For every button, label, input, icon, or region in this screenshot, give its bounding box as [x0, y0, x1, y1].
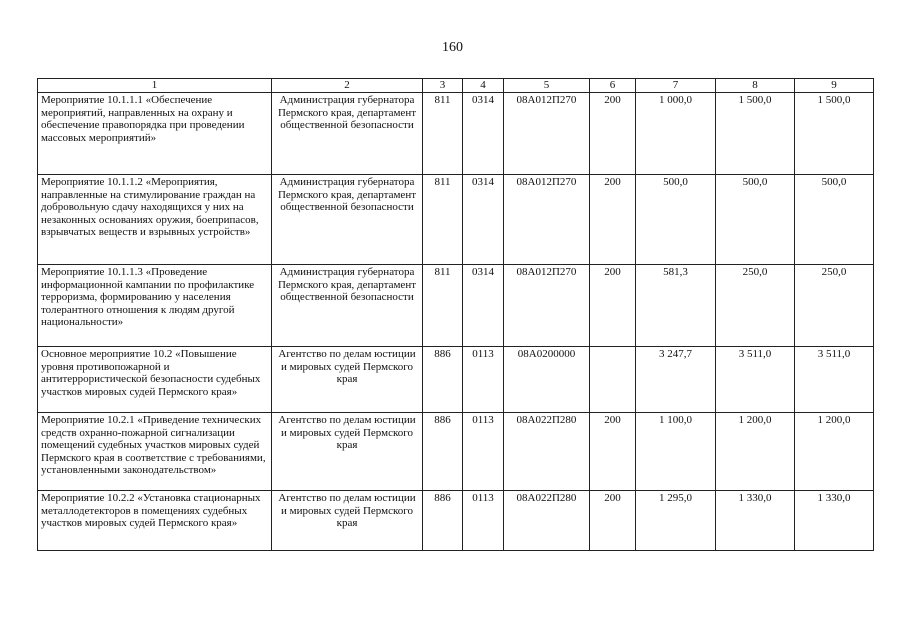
section-code-cell: 0113 — [463, 413, 504, 491]
header-row — [38, 79, 874, 93]
section-code-cell: 0314 — [463, 265, 504, 347]
amount-year3-cell: 500,0 — [795, 175, 874, 265]
activity-name-cell: Мероприятие 10.2.1 «Приведение технических средств охранно-пожарной сигнализации помещений судебных участков мировых судей Пермского края в соответствие с требованиями, установленными законодательством» — [38, 413, 272, 491]
amount-year1-cell: 1 100,0 — [636, 413, 716, 491]
ministry-code-cell: 811 — [423, 93, 463, 175]
table-row — [38, 93, 874, 175]
amount-year3-cell: 3 511,0 — [795, 347, 874, 413]
ministry-code-cell: 811 — [423, 265, 463, 347]
executor-cell: Администрация губернатора Пермского края, департамент общественной безопасности — [272, 175, 423, 265]
table-row — [38, 491, 874, 551]
activity-name-cell: Мероприятие 10.1.1.2 «Мероприятия, направленные на стимулирование граждан на добровольную сдачу находящихся у них на незаконных основаниях оружия, боеприпасов, взрывчатых веществ и взрывных устройств» — [38, 175, 272, 265]
target-article-cell: 08А012П270 — [504, 175, 590, 265]
page-number: 160 — [442, 40, 463, 55]
amount-year3-cell: 1 500,0 — [795, 93, 874, 175]
amount-year3-cell: 250,0 — [795, 265, 874, 347]
target-article-cell: 08А012П270 — [504, 265, 590, 347]
amount-year2-cell: 1 330,0 — [716, 491, 795, 551]
target-article-cell: 08А012П270 — [504, 93, 590, 175]
column-header-1: 1 — [38, 79, 272, 93]
executor-cell: Агентство по делам юстиции и мировых судей Пермского края — [272, 413, 423, 491]
activity-name-cell: Мероприятие 10.1.1.1 «Обеспечение мероприятий, направленных на охрану и обеспечение правопорядка при проведении массовых мероприятий» — [38, 93, 272, 175]
table-row — [38, 265, 874, 347]
expense-type-cell — [590, 347, 636, 413]
amount-year1-cell: 581,3 — [636, 265, 716, 347]
target-article-cell: 08А022П280 — [504, 413, 590, 491]
column-header-2: 2 — [272, 79, 423, 93]
section-code-cell: 0314 — [463, 93, 504, 175]
ministry-code-cell: 886 — [423, 491, 463, 551]
section-code-cell: 0314 — [463, 175, 504, 265]
amount-year3-cell: 1 330,0 — [795, 491, 874, 551]
executor-cell: Администрация губернатора Пермского края, департамент общественной безопасности — [272, 93, 423, 175]
section-code-cell: 0113 — [463, 347, 504, 413]
column-header-7: 7 — [636, 79, 716, 93]
column-header-4: 4 — [463, 79, 504, 93]
amount-year1-cell: 3 247,7 — [636, 347, 716, 413]
ministry-code-cell: 886 — [423, 413, 463, 491]
amount-year2-cell: 1 500,0 — [716, 93, 795, 175]
target-article-cell: 08А0200000 — [504, 347, 590, 413]
table-row — [38, 413, 874, 491]
ministry-code-cell: 886 — [423, 347, 463, 413]
column-header-3: 3 — [423, 79, 463, 93]
column-header-6: 6 — [590, 79, 636, 93]
column-header-5: 5 — [504, 79, 590, 93]
amount-year3-cell: 1 200,0 — [795, 413, 874, 491]
executor-cell: Администрация губернатора Пермского края, департамент общественной безопасности — [272, 265, 423, 347]
expense-type-cell: 200 — [590, 175, 636, 265]
column-header-8: 8 — [716, 79, 795, 93]
amount-year2-cell: 500,0 — [716, 175, 795, 265]
activity-name-cell: Мероприятие 10.2.2 «Установка стационарных металлодетекторов в помещениях судебных участков мировых судей Пермского края» — [38, 491, 272, 551]
amount-year1-cell: 1 295,0 — [636, 491, 716, 551]
expense-type-cell: 200 — [590, 93, 636, 175]
activity-name-cell: Основное мероприятие 10.2 «Повышение уровня противопожарной и антитеррористической безопасности судебных участков мировых судей Пермского края» — [38, 347, 272, 413]
expense-type-cell: 200 — [590, 413, 636, 491]
amount-year1-cell: 500,0 — [636, 175, 716, 265]
expense-type-cell: 200 — [590, 491, 636, 551]
amount-year1-cell: 1 000,0 — [636, 93, 716, 175]
budget-table — [37, 78, 874, 551]
table-row — [38, 347, 874, 413]
amount-year2-cell: 250,0 — [716, 265, 795, 347]
executor-cell: Агентство по делам юстиции и мировых судей Пермского края — [272, 347, 423, 413]
amount-year2-cell: 1 200,0 — [716, 413, 795, 491]
amount-year2-cell: 3 511,0 — [716, 347, 795, 413]
table-row — [38, 175, 874, 265]
target-article-cell: 08А022П280 — [504, 491, 590, 551]
executor-cell: Агентство по делам юстиции и мировых судей Пермского края — [272, 491, 423, 551]
ministry-code-cell: 811 — [423, 175, 463, 265]
activity-name-cell: Мероприятие 10.1.1.3 «Проведение информационной кампании по профилактике терроризма, формированию у населения толерантного отношения к людям другой национальности» — [38, 265, 272, 347]
table-body — [38, 93, 874, 551]
column-header-9: 9 — [795, 79, 874, 93]
section-code-cell: 0113 — [463, 491, 504, 551]
expense-type-cell: 200 — [590, 265, 636, 347]
